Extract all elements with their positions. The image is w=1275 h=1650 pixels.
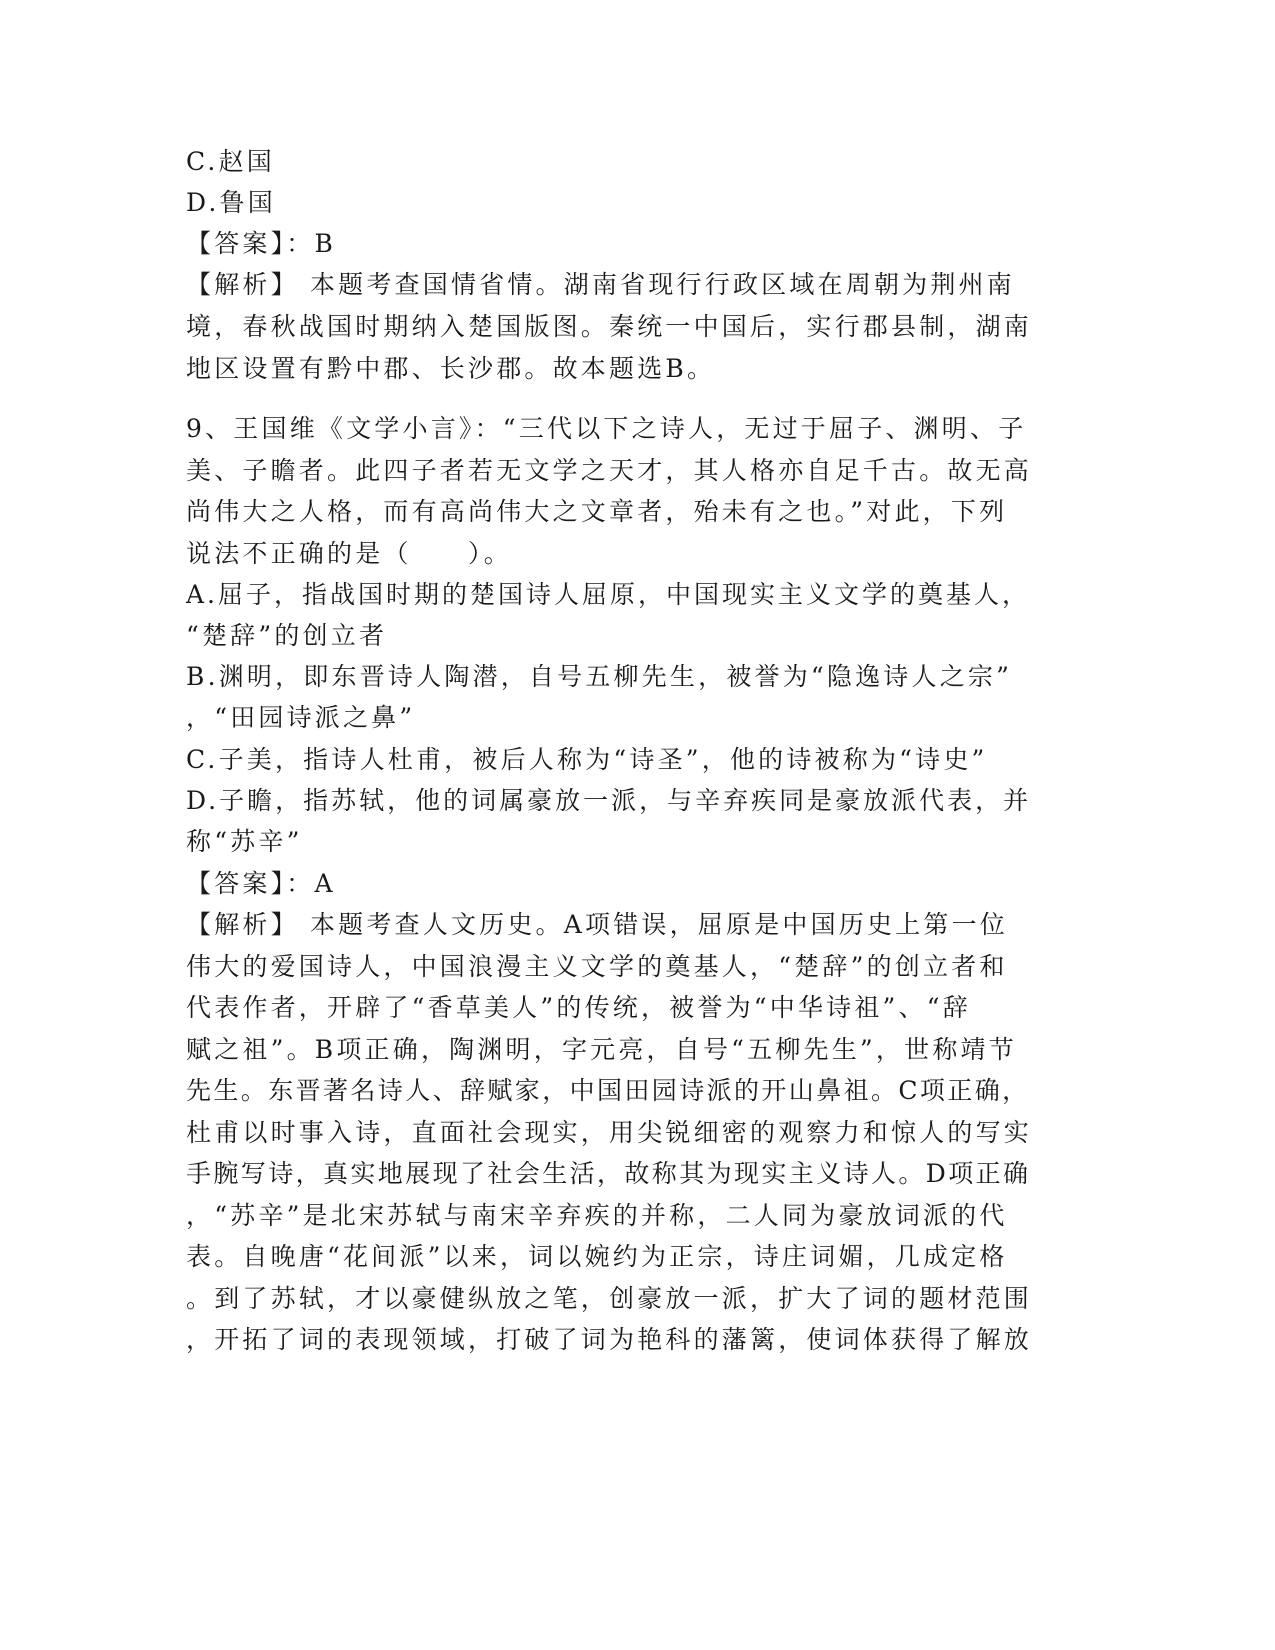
q9-answer: 【答案】：A [186,869,336,898]
q9-analysis-line: 手腕写诗，真实地展现了社会生活，故称其为现实主义诗人。D项正确 [186,1159,1031,1188]
q9-option-d-cont: 称“苏辛” [186,827,303,856]
q9-analysis-line: ，开拓了词的表现领域，打破了词为艳科的藩篱，使词体获得了解放 [186,1325,1033,1354]
q9-option-b: B.渊明，即东晋诗人陶潜，自号五柳先生，被誉为“隐逸诗人之宗” [186,662,1013,691]
q9-stem-line: 美、子瞻者。此四子者若无文学之天才，其人格亦自足千古。故无高 [186,456,1033,485]
q9-analysis-line: 赋之祖”。B项正确，陶渊明，字元亮，自号“五柳先生”，世称靖节 [186,1035,1017,1064]
q9-stem-line: 9、王国维《文学小言》：“三代以下之诗人，无过于屈子、渊明、子 [186,414,1027,443]
q9-analysis-line: 代表作者，开辟了“香草美人”的传统，被誉为“中华诗祖”、“辞 [186,993,971,1022]
prev-analysis-line: 地区设置有黔中郡、长沙郡。故本题选B。 [186,354,716,383]
q9-analysis-line: ，“苏辛”是北宋苏轼与南宋辛弃疾的并称，二人同为豪放词派的代 [186,1201,1008,1230]
q9-option-c: C.子美，指诗人杜甫，被后人称为“诗圣”，他的诗被称为“诗史” [186,745,988,774]
prev-analysis-line: 境，春秋战国时期纳入楚国版图。秦统一中国后，实行郡县制，湖南 [186,312,1033,341]
prev-option-d: D.鲁国 [186,188,276,217]
prev-analysis-line: 【解析】 本题考查国情省情。湖南省现行行政区域在周朝为荆州南 [186,270,1015,299]
q9-option-a-cont: “楚辞”的创立者 [186,621,388,650]
q9-analysis-line: 杜甫以时事入诗，直面社会现实，用尖锐细密的观察力和惊人的写实 [186,1118,1033,1147]
prev-answer: 【答案】：B [186,229,337,258]
q9-option-a: A.屈子，指战国时期的楚国诗人屈原，中国现实主义文学的奠基人， [186,580,1031,609]
q9-option-d: D.子瞻，指苏轼，他的词属豪放一派，与辛弃疾同是豪放派代表，并 [186,786,1032,815]
q9-analysis-line: 伟大的爱国诗人，中国浪漫主义文学的奠基人，“楚辞”的创立者和 [186,952,1008,981]
q9-stem-line: 说法不正确的是（ ）。 [186,539,512,568]
q9-stem-line: 尚伟大之人格，而有高尚伟大之文章者，殆未有之也。”对此，下列 [186,497,1008,526]
q9-analysis-line: 。到了苏轼，才以豪健纵放之笔，创豪放一派，扩大了词的题材范围 [186,1284,1033,1313]
prev-option-c: C.赵国 [186,147,275,176]
q9-analysis-line: 先生。东晋著名诗人、辞赋家，中国田园诗派的开山鼻祖。C项正确， [186,1076,1030,1105]
q9-option-b-cont: ，“田园诗派之鼻” [186,703,416,732]
q9-analysis-line: 【解析】 本题考查人文历史。A项错误，屈原是中国历史上第一位 [186,910,1009,939]
q9-analysis-line: 表。自晚唐“花间派”以来，词以婉约为正宗，诗庄词媚，几成定格 [186,1242,1008,1271]
